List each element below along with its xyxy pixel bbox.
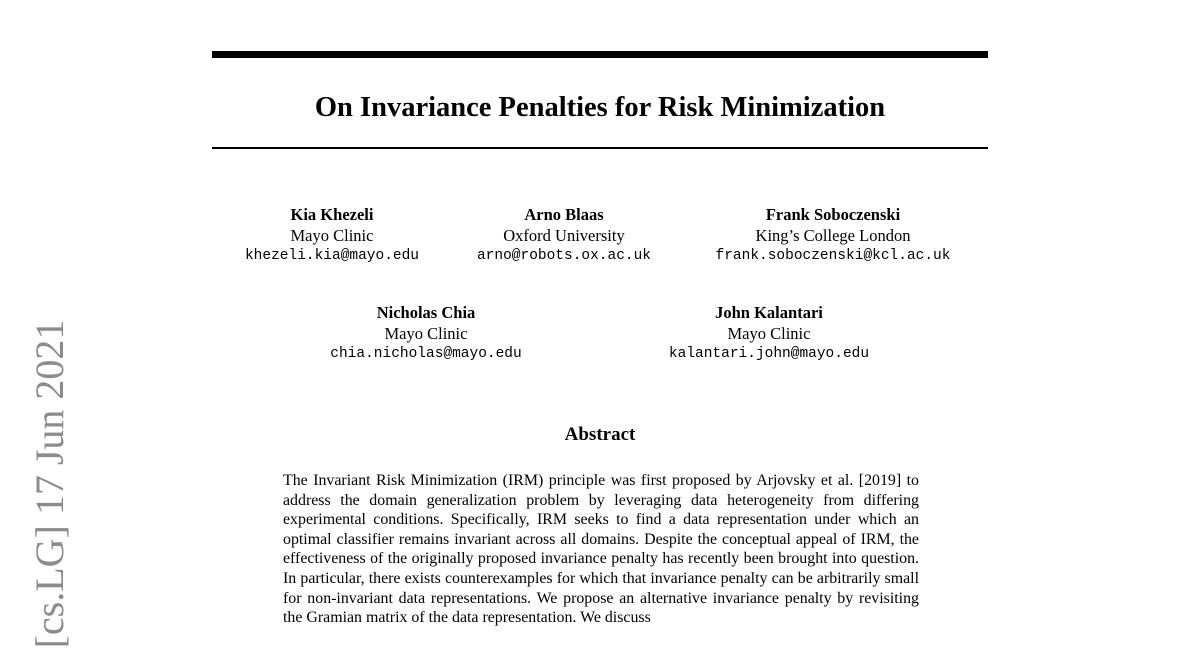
author-name: Nicholas Chia: [376, 303, 476, 322]
arxiv-identifier-stamp: [cs.LG] 17 Jun 2021: [27, 319, 72, 648]
abstract-heading: Abstract: [564, 424, 636, 445]
author-email: chia.nicholas@mayo.edu: [330, 346, 522, 362]
author-affiliation: Mayo Clinic: [727, 324, 811, 343]
author-affiliation: Mayo Clinic: [290, 226, 374, 245]
author-email: khezeli.kia@mayo.edu: [244, 248, 420, 264]
author-email: arno@robots.ox.ac.uk: [476, 248, 652, 264]
paper-title: On Invariance Penalties for Risk Minimization: [314, 92, 886, 123]
author-email: kalantari.john@mayo.edu: [668, 346, 870, 362]
author-name: Frank Soboczenski: [765, 205, 901, 224]
author-affiliation: King’s College London: [755, 226, 911, 245]
author-name: Arno Blaas: [524, 205, 604, 224]
abstract-body: The Invariant Risk Minimization (IRM) principle was first proposed by Arjovsky et al. [2019] to address the domain generalization problem by leveraging data heterogeneity from differing experimental conditions. Specifically, IRM seeks to find a data representation under which an optimal classifier remains invariant across all domains. Despite the conceptual appeal of IRM, the effectiveness of the originally proposed invariance penalty has recently been brought into question. In particular, there exists counterexamples for which that invariance penalty can be arbitrarily small for non-invariant data representations. We propose an alternative invariance penalty by revisiting the Gramian matrix of the data representation. We discuss: [283, 472, 919, 627]
author-affiliation: Oxford University: [503, 226, 625, 245]
author-affiliation: Mayo Clinic: [384, 324, 468, 343]
author-name: Kia Khezeli: [290, 205, 374, 224]
author-email: frank.soboczenski@kcl.ac.uk: [715, 248, 951, 264]
author-name: John Kalantari: [715, 303, 823, 322]
